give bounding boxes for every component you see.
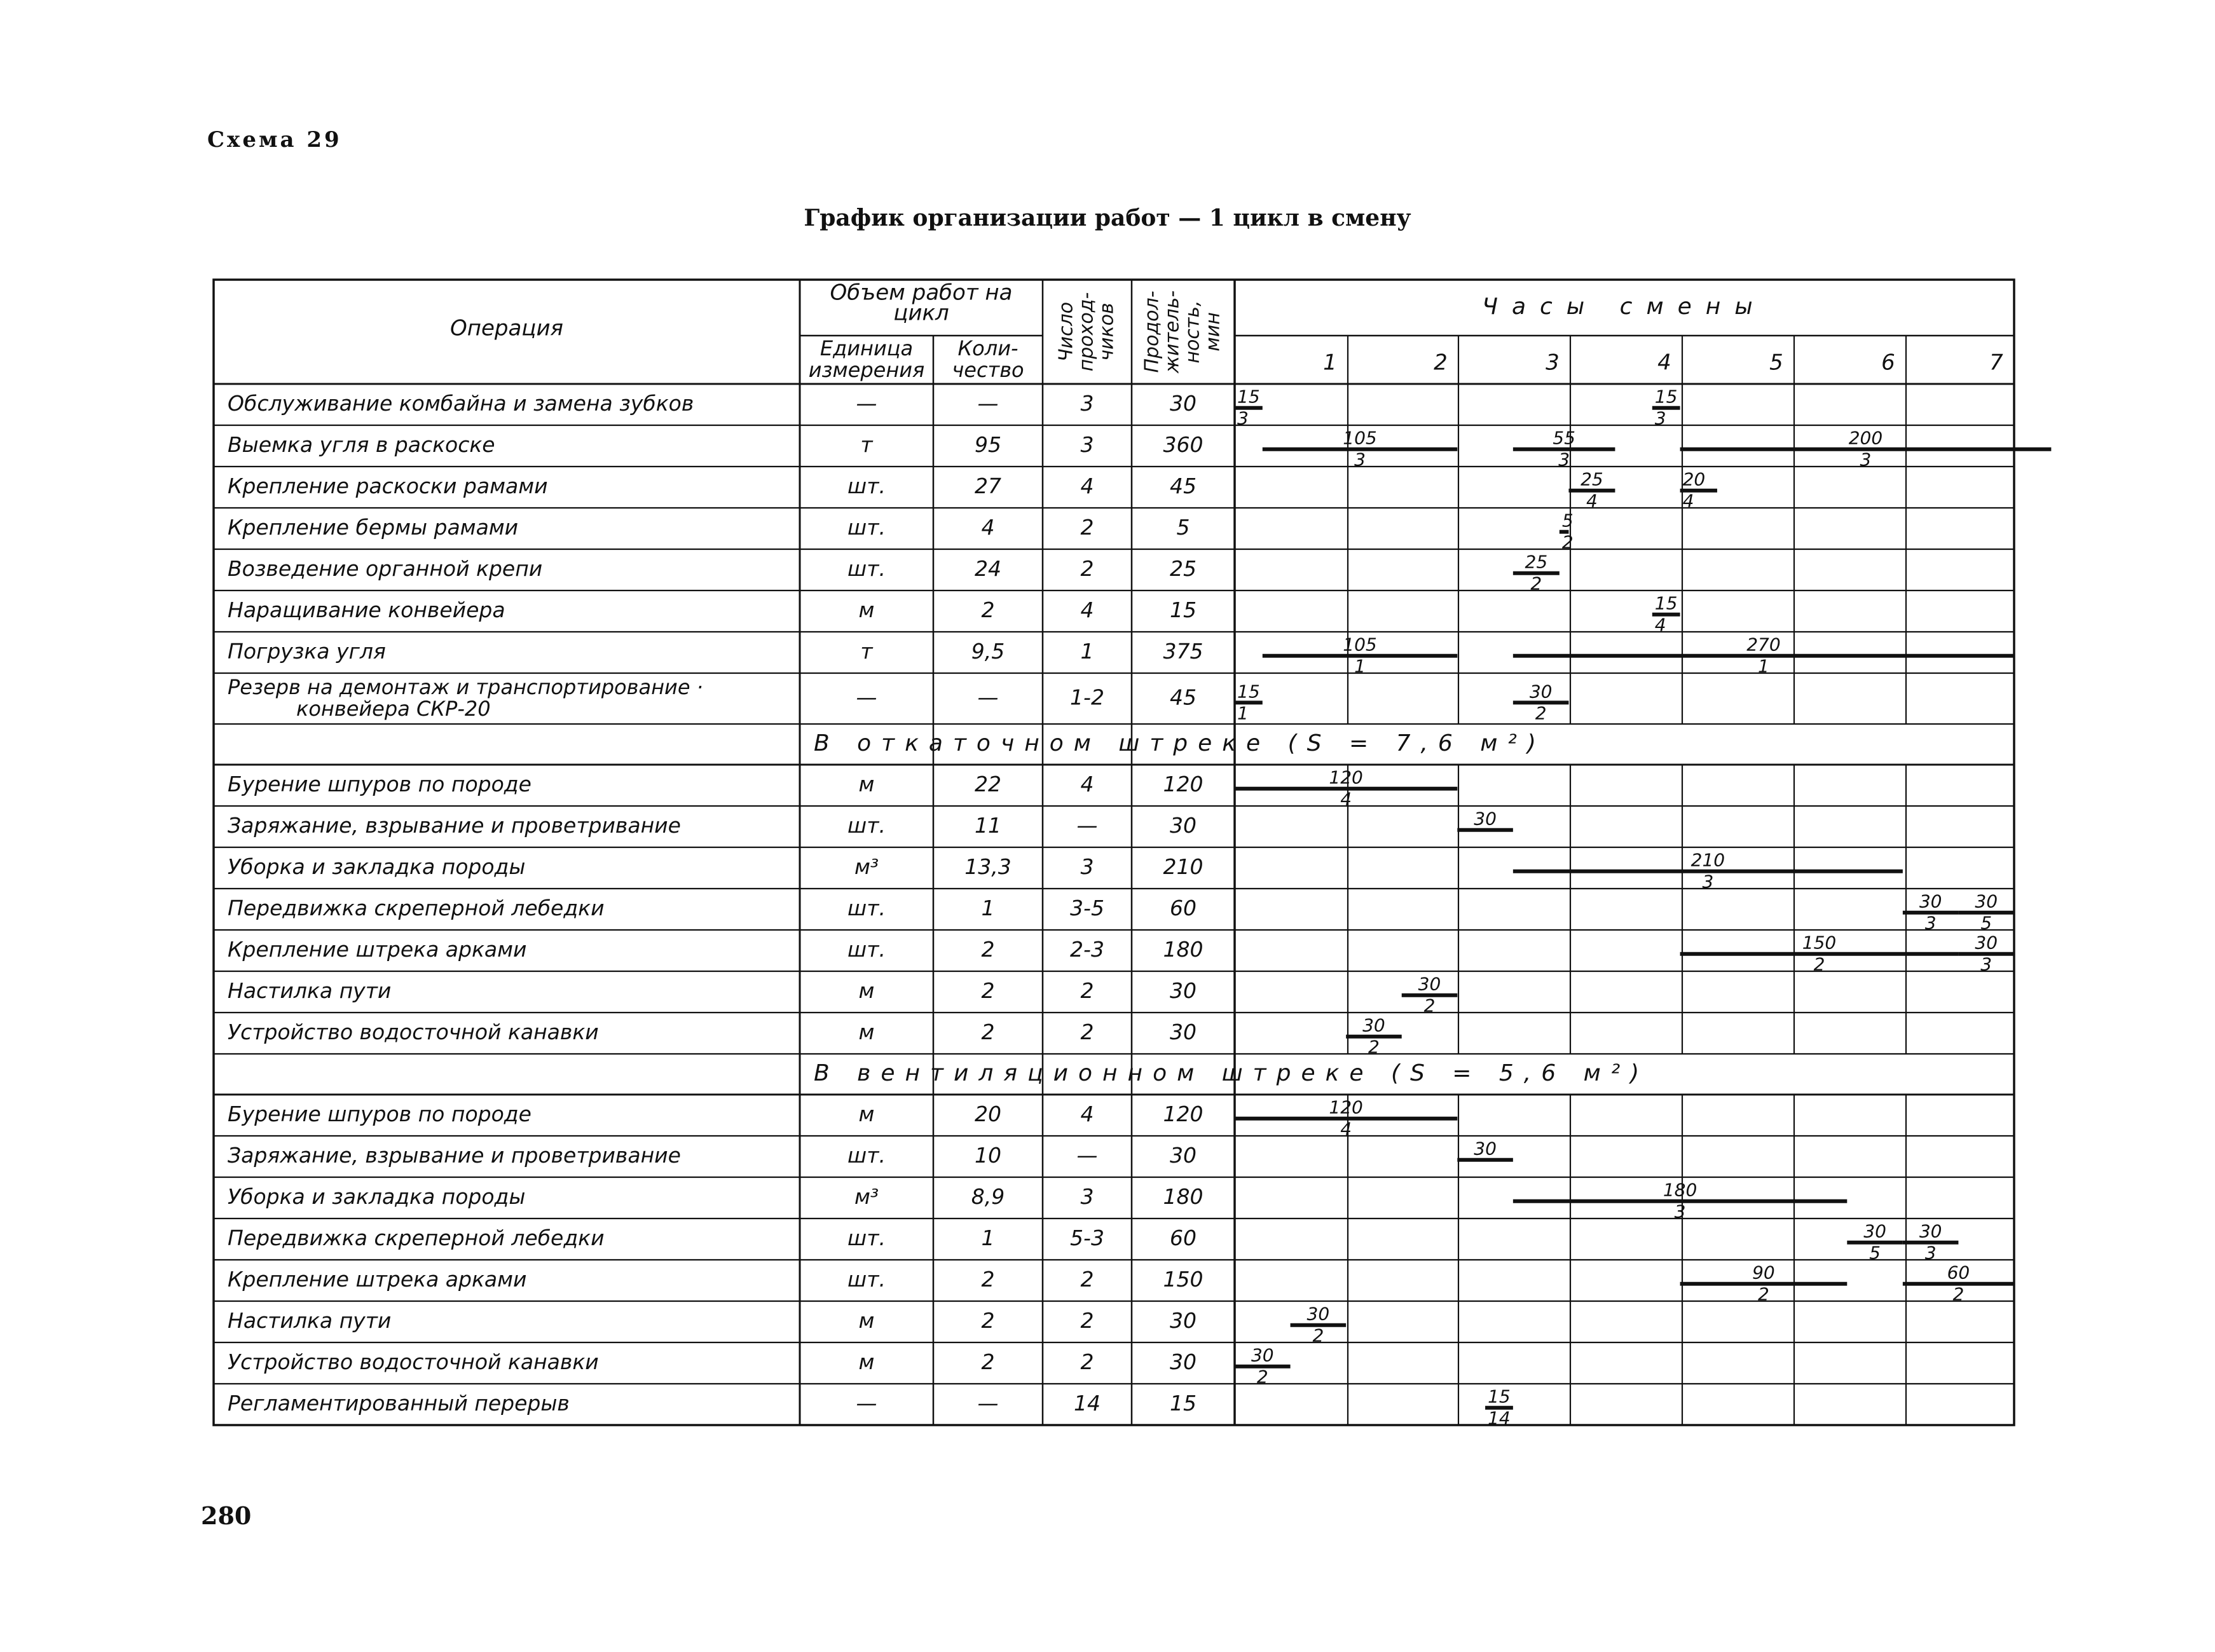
gantt-duration-label: 15 — [1488, 1386, 1511, 1407]
gantt-duration-label: 55 — [1553, 427, 1575, 449]
workers-cell: 2 — [1080, 978, 1094, 1003]
unit-cell: — — [856, 1391, 877, 1416]
gantt-duration-label: 30 — [1529, 681, 1553, 702]
unit-cell: — — [856, 391, 877, 416]
operation-name: Бурение шпуров по породе — [228, 1102, 531, 1126]
operation-name: Крепление бермы рамами — [228, 515, 519, 540]
operation-name: Заряжание, взрывание и проветривание — [228, 1143, 681, 1168]
unit-cell: шт. — [847, 896, 886, 920]
gantt-workers-label: 2 — [1535, 702, 1547, 724]
qty-cell: 2 — [981, 978, 995, 1003]
gantt-workers-label: 1 — [1758, 655, 1769, 677]
workers-cell: 2 — [1080, 515, 1094, 540]
qty-cell: 8,9 — [971, 1184, 1005, 1209]
operation-name: Погрузка угля — [228, 639, 386, 664]
operation-name: Крепление раскоски рамами — [228, 474, 548, 498]
qty-cell: 27 — [975, 474, 1001, 498]
gantt-workers-label: 3 — [1354, 449, 1366, 470]
scheme-label: Схема 29 — [207, 127, 342, 153]
gantt-workers-label: 2 — [1312, 1325, 1324, 1346]
gantt-duration-label: 105 — [1343, 634, 1377, 655]
gantt-duration-label: 200 — [1848, 427, 1883, 449]
header-operation: Операция — [449, 315, 564, 341]
hour-number: 5 — [1769, 350, 1783, 376]
gantt-workers-label: 3 — [1237, 407, 1249, 429]
duration-cell: 360 — [1163, 432, 1204, 457]
workers-cell: 3 — [1080, 854, 1094, 879]
header-qty: чество — [952, 358, 1024, 382]
gantt-workers-label: 2 — [1952, 1283, 1965, 1305]
header-qty: Коли- — [957, 336, 1018, 360]
gantt-workers-label: 3 — [1980, 953, 1992, 975]
duration-cell: 120 — [1163, 1102, 1204, 1126]
duration-cell: 5 — [1176, 515, 1190, 540]
gantt-duration-label: 30 — [1418, 973, 1441, 995]
workers-cell: 14 — [1074, 1391, 1101, 1416]
duration-cell: 180 — [1163, 937, 1204, 962]
unit-cell: шт. — [847, 813, 886, 838]
qty-cell: 2 — [981, 1267, 995, 1292]
duration-cell: 25 — [1170, 556, 1197, 581]
duration-cell: 30 — [1170, 813, 1197, 838]
qty-cell: — — [977, 391, 999, 416]
duration-cell: 30 — [1170, 391, 1197, 416]
header-unit: измерения — [808, 358, 925, 382]
gantt-duration-label: 120 — [1329, 1096, 1363, 1118]
gantt-workers-label: 4 — [1682, 490, 1694, 512]
header-volume: цикл — [893, 300, 949, 326]
duration-cell: 45 — [1170, 685, 1197, 710]
workers-cell: 5-3 — [1070, 1225, 1104, 1250]
unit-cell: м — [858, 772, 875, 796]
unit-cell: т — [860, 432, 873, 457]
workers-cell: 2 — [1080, 1349, 1094, 1374]
duration-cell: 30 — [1170, 1308, 1197, 1333]
qty-cell: 22 — [975, 772, 1001, 796]
gantt-duration-label: 30 — [1306, 1303, 1330, 1325]
unit-cell: м — [858, 1308, 875, 1333]
qty-cell: 20 — [975, 1102, 1001, 1126]
gantt-duration-label: 15 — [1654, 386, 1678, 407]
gantt-workers-label: 4 — [1340, 788, 1352, 810]
unit-cell: шт. — [847, 474, 886, 498]
qty-cell: 2 — [981, 1308, 995, 1333]
hour-number: 4 — [1657, 350, 1671, 376]
gantt-duration-label: 210 — [1690, 849, 1725, 871]
gantt-workers-label: 5 — [1980, 912, 1992, 934]
qty-cell: 2 — [981, 1349, 995, 1374]
operation-name: Уборка и закладка породы — [228, 854, 526, 879]
duration-cell: 30 — [1170, 978, 1197, 1003]
gantt-duration-label: 15 — [1237, 681, 1260, 702]
operation-name: Передвижка скреперной лебедки — [228, 1225, 605, 1250]
unit-cell: шт. — [847, 1225, 886, 1250]
qty-cell: 95 — [975, 432, 1001, 457]
gantt-workers-label: 4 — [1340, 1118, 1352, 1140]
unit-cell: шт. — [847, 556, 886, 581]
unit-cell: шт. — [847, 515, 886, 540]
unit-cell: шт. — [847, 1143, 886, 1168]
unit-cell: м — [858, 978, 875, 1003]
workers-cell: 2 — [1080, 556, 1094, 581]
workers-cell: 4 — [1080, 597, 1094, 622]
qty-cell: 1 — [981, 1225, 995, 1250]
qty-cell: 2 — [981, 1020, 995, 1044]
operation-name: Настилка пути — [228, 978, 392, 1003]
gantt-workers-label: 3 — [1860, 449, 1872, 470]
hour-number: 1 — [1323, 350, 1337, 376]
svg-text:ность,: ность, — [1181, 300, 1204, 364]
workers-cell: 2 — [1080, 1308, 1094, 1333]
operation-name: Крепление штрека арками — [228, 937, 527, 962]
gantt-duration-label: 30 — [1362, 1014, 1385, 1036]
gantt-duration-label: 25 — [1525, 551, 1548, 573]
duration-cell: 60 — [1170, 896, 1197, 920]
unit-cell: м — [858, 1102, 875, 1126]
qty-cell: 11 — [975, 813, 1001, 838]
workers-cell: 2 — [1080, 1267, 1094, 1292]
gantt-duration-label: 30 — [1474, 1138, 1497, 1159]
gantt-duration-label: 15 — [1654, 592, 1678, 614]
gantt-workers-label: 2 — [1368, 1036, 1380, 1058]
gantt-duration-label: 105 — [1343, 427, 1377, 449]
gantt-duration-label: 150 — [1802, 932, 1837, 953]
svg-text:житель-: житель- — [1161, 290, 1184, 374]
section-heading: В вентиляционном штреке (S = 5,6 м²) — [814, 1060, 1650, 1086]
gantt-duration-label: 90 — [1752, 1262, 1775, 1283]
duration-cell: 60 — [1170, 1225, 1197, 1250]
svg-text:проход-: проход- — [1075, 292, 1098, 372]
qty-cell: — — [977, 1391, 999, 1416]
gantt-workers-label: 2 — [1256, 1366, 1268, 1388]
gantt-duration-label: 30 — [1919, 891, 1942, 912]
page-title: График организации работ — 1 цикл в смену — [804, 205, 1411, 231]
workers-cell: 4 — [1080, 1102, 1094, 1126]
operation-name: Устройство водосточной канавки — [228, 1349, 599, 1374]
qty-cell: 1 — [981, 896, 995, 920]
gantt-duration-label: 30 — [1251, 1344, 1274, 1366]
workers-cell: 2-3 — [1070, 937, 1104, 962]
gantt-workers-label: 1 — [1237, 702, 1249, 724]
operation-name: Наращивание конвейера — [228, 597, 505, 622]
unit-cell: т — [860, 639, 873, 664]
header-hours: Часы смены — [1482, 294, 1767, 320]
operation-name: Устройство водосточной канавки — [228, 1020, 599, 1044]
workers-cell: 1 — [1080, 639, 1094, 664]
gantt-workers-label: 3 — [1924, 1242, 1937, 1264]
gantt-workers-label: 3 — [1654, 407, 1666, 429]
unit-cell: м — [858, 597, 875, 622]
hour-number: 3 — [1546, 350, 1560, 376]
operation-name: Обслуживание комбайна и замена зубков — [228, 391, 694, 416]
gantt-workers-label: 4 — [1654, 614, 1666, 636]
operation-name: Бурение шпуров по породе — [228, 772, 531, 796]
gantt-duration-label: 120 — [1329, 767, 1363, 788]
gantt-duration-label: 30 — [1919, 1220, 1942, 1242]
gantt-duration-label: 30 — [1975, 932, 1998, 953]
section-heading: В откаточном штреке (S = 7,6 м²) — [814, 730, 1546, 756]
svg-text:Продол-: Продол- — [1141, 290, 1163, 373]
svg-text:мин: мин — [1202, 312, 1224, 352]
unit-cell: м³ — [854, 854, 879, 879]
header-duration — [1141, 290, 1224, 374]
duration-cell: 375 — [1163, 639, 1204, 664]
gantt-workers-label: 2 — [1423, 995, 1436, 1016]
qty-cell: 13,3 — [964, 854, 1011, 879]
operation-name: Настилка пути — [228, 1308, 392, 1333]
qty-cell: 4 — [981, 515, 995, 540]
workers-cell: 3 — [1080, 391, 1094, 416]
duration-cell: 15 — [1170, 597, 1197, 622]
operation-name: Регламентированный перерыв — [228, 1391, 570, 1416]
qty-cell: 2 — [981, 937, 995, 962]
gantt-workers-label: 2 — [1530, 573, 1542, 594]
gantt-duration-label: 15 — [1237, 386, 1260, 407]
gantt-duration-label: 30 — [1975, 891, 1998, 912]
gantt-workers-label: 3 — [1674, 1201, 1686, 1222]
gantt-workers-label: 5 — [1869, 1242, 1881, 1264]
unit-cell: шт. — [847, 1267, 886, 1292]
unit-cell: шт. — [847, 937, 886, 962]
operation-name: Уборка и закладка породы — [228, 1184, 526, 1209]
gantt-workers-label: 1 — [1354, 655, 1366, 677]
unit-cell: — — [856, 685, 877, 710]
duration-cell: 15 — [1170, 1391, 1197, 1416]
workers-cell: 1-2 — [1070, 685, 1104, 710]
operation-name: Возведение органной крепи — [228, 556, 543, 581]
gantt-duration-label: 180 — [1663, 1179, 1697, 1201]
hour-number: 6 — [1881, 350, 1895, 376]
gantt-workers-label: 4 — [1586, 490, 1598, 512]
gantt-workers-label: 3 — [1924, 912, 1937, 934]
workers-cell: — — [1076, 813, 1098, 838]
unit-cell: м³ — [854, 1184, 879, 1209]
workers-cell: 3 — [1080, 1184, 1094, 1209]
unit-cell: м — [858, 1349, 875, 1374]
workers-cell: 3-5 — [1070, 896, 1104, 920]
unit-cell: м — [858, 1020, 875, 1044]
duration-cell: 30 — [1170, 1020, 1197, 1044]
gantt-workers-label: 2 — [1758, 1283, 1769, 1305]
gantt-workers-label: 2 — [1561, 531, 1574, 553]
page-number: 280 — [201, 1501, 252, 1530]
gantt-duration-label: 20 — [1682, 468, 1706, 490]
gantt-workers-label: 3 — [1702, 871, 1714, 892]
gantt-workers-label: 3 — [1558, 449, 1570, 470]
hour-number: 2 — [1434, 350, 1448, 376]
gantt-duration-label: 25 — [1581, 468, 1603, 490]
gantt-duration-label: 30 — [1474, 808, 1497, 829]
workers-cell: 2 — [1080, 1020, 1094, 1044]
gantt-duration-label: 60 — [1947, 1262, 1970, 1283]
qty-cell: 2 — [981, 597, 995, 622]
svg-text:чиков: чиков — [1095, 303, 1118, 361]
operation-name: Передвижка скреперной лебедки — [228, 896, 605, 920]
duration-cell: 150 — [1163, 1267, 1204, 1292]
operation-name: Крепление штрека арками — [228, 1267, 527, 1292]
duration-cell: 120 — [1163, 772, 1204, 796]
duration-cell: 30 — [1170, 1349, 1197, 1374]
workers-cell: — — [1076, 1143, 1098, 1168]
gantt-workers-label: 2 — [1813, 953, 1825, 975]
gantt-duration-label: 5 — [1561, 510, 1574, 531]
header-unit: Единица — [819, 336, 914, 360]
header-volume: Объем работ на — [830, 280, 1013, 306]
operation-name: Выемка угля в раскоске — [228, 432, 495, 457]
gantt-duration-label: 270 — [1746, 634, 1781, 655]
duration-cell: 180 — [1163, 1184, 1204, 1209]
workers-cell: 3 — [1080, 432, 1094, 457]
operation-name: Резерв на демонтаж и транспортирование · — [228, 675, 703, 699]
operation-name: конвейера СКР-20 — [296, 697, 491, 721]
gantt-duration-label: 30 — [1863, 1220, 1886, 1242]
qty-cell: 24 — [975, 556, 1001, 581]
operation-name: Заряжание, взрывание и проветривание — [228, 813, 681, 838]
workers-cell: 4 — [1080, 772, 1094, 796]
hour-number: 7 — [1989, 350, 2003, 376]
duration-cell: 210 — [1163, 854, 1204, 879]
duration-cell: 30 — [1170, 1143, 1197, 1168]
qty-cell: 9,5 — [971, 639, 1005, 664]
qty-cell: — — [977, 685, 999, 710]
header-workers — [1055, 292, 1118, 372]
workers-cell: 4 — [1080, 474, 1094, 498]
svg-text:Число: Число — [1055, 301, 1078, 362]
gantt-workers-label: 14 — [1488, 1407, 1511, 1429]
duration-cell: 45 — [1170, 474, 1197, 498]
qty-cell: 10 — [975, 1143, 1001, 1168]
